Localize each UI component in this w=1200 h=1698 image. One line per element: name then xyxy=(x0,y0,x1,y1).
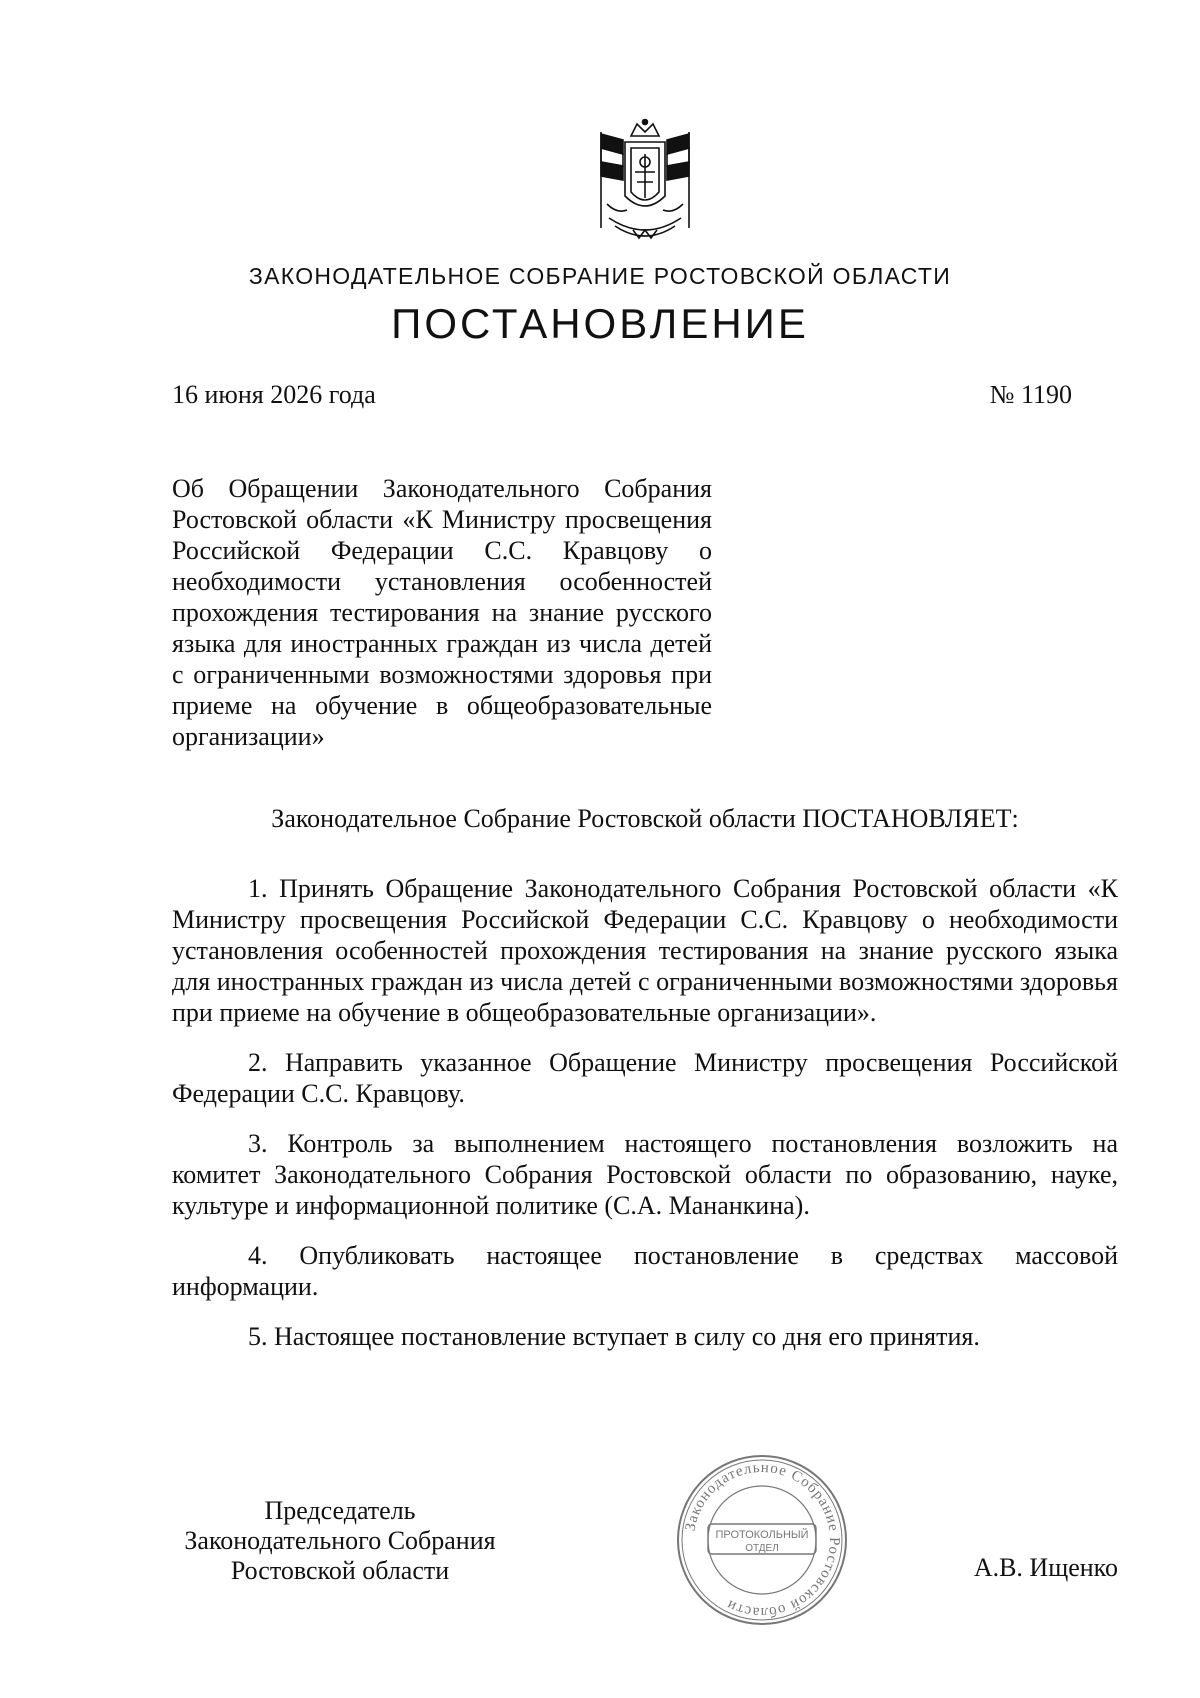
signer-name: А.В. Ищенко xyxy=(973,1553,1118,1582)
document-number: № 1190 xyxy=(989,380,1072,409)
resolution-item: 3. Контроль за выполнением настоящего постановления возложить на комитет Законодательного Собрания Ростовской области по образованию, науке, культуре и информационной политике (С.А. Мананкина). xyxy=(172,1129,1118,1220)
resolution-item: 1. Принять Обращение Законодательного Собрания Ростовской области «К Министру просвещения Российской Федерации С.С. Кравцову о необходимости установления особенностей прохождения тестирования на знание русского языка для иностранных граждан из числа детей с ограниченными возможностями здоровья при приеме на обучение в общеобразовательные организации». xyxy=(172,874,1118,1027)
seal-center-line: ПРОТОКОЛЬНЫЙ xyxy=(715,1529,809,1541)
seal-ring-text: Законодательное Собрание Ростовской области xyxy=(682,1459,843,1621)
organization-name: ЗАКОНОДАТЕЛЬНОЕ СОБРАНИЕ РОСТОВСКОЙ ОБЛАСТИ xyxy=(248,263,952,289)
resolution-item: 2. Направить указанное Обращение Министру просвещения Российской Федерации С.С. Кравцову. xyxy=(172,1048,1118,1108)
resolution-item: 5. Настоящее постановление вступает в силу со дня его принятия. xyxy=(248,1322,980,1351)
resolution-preamble: Законодательное Собрание Ростовской области ПОСТАНОВЛЯЕТ: xyxy=(271,804,1019,833)
resolution-item: 4. Опубликовать настоящее постановление в средствах массовой информации. xyxy=(172,1241,1118,1301)
document-date: 16 июня 2026 года xyxy=(172,380,376,409)
coat-of-arms-emblem xyxy=(587,118,703,248)
official-seal-stamp xyxy=(674,1452,850,1628)
resolution-body xyxy=(172,873,1118,1371)
seal-center-line: ОТДЕЛ xyxy=(745,1543,779,1554)
document-type-title: ПОСТАНОВЛЕНИЕ xyxy=(391,300,809,347)
signer-position xyxy=(140,1496,540,1586)
signer-position-line: Законодательного Собрания xyxy=(184,1526,496,1555)
document-subject: Об Обращении Законодательного Собрания Ростовской области «К Министру просвещения Российской Федерации С.С. Кравцову о необходимости установления особенностей прохождения тестирования на знание русского языка для иностранных граждан из числа детей с ограниченными возможностями здоровья при приеме на обучение в общеобразовательные организации» xyxy=(172,474,712,751)
signer-position-line: Председатель xyxy=(264,1496,416,1525)
signer-position-line: Ростовской области xyxy=(230,1556,450,1585)
